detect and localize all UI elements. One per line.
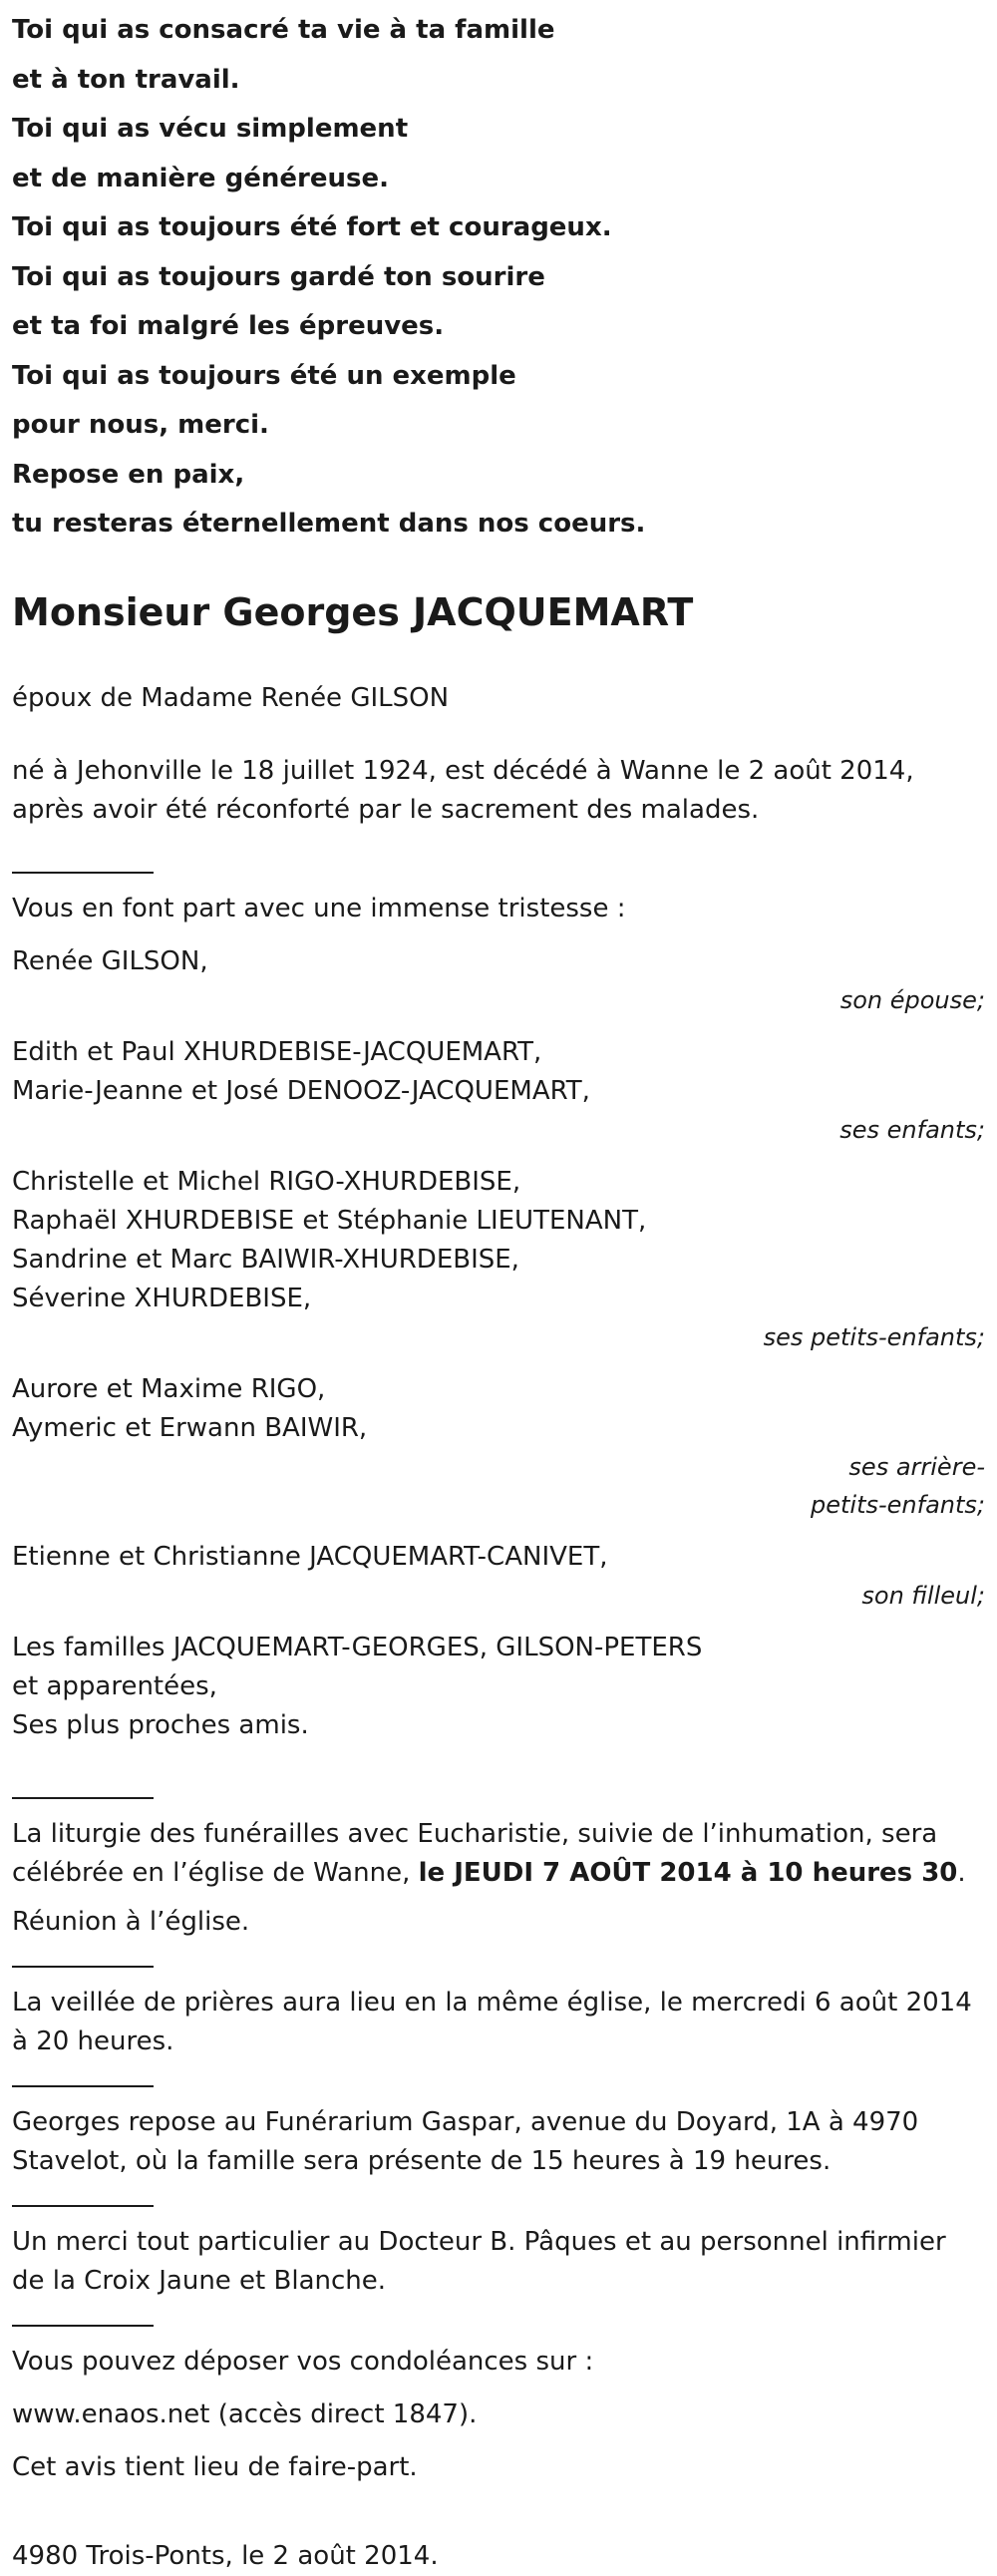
family-role: ses enfants;	[839, 1115, 985, 1144]
family-member: Renée GILSON,	[12, 945, 208, 976]
poem-line: Toi qui as toujours gardé ton sourire	[12, 261, 545, 292]
family-role: ses arrière-petits-enfants;	[811, 1452, 985, 1519]
family-group-godson	[12, 1538, 985, 1615]
poem-line: Toi qui as consacré ta vie à ta famille	[12, 15, 555, 45]
family-group-spouse	[12, 942, 985, 1019]
poem-line: Toi qui as toujours été un exemple	[12, 360, 516, 391]
poem-line: Repose en paix,	[12, 459, 245, 490]
vigil-details: La veillée de prières aura lieu en la même église, le mercredi 6 août 2014 à 20 heures.	[12, 1987, 972, 2056]
poem-line: Toi qui as toujours été fort et courageux.	[12, 212, 612, 242]
funeral-details	[12, 1815, 985, 1893]
separator-line	[12, 1797, 154, 1799]
family-member: Marie-Jeanne et José DENOOZ-JACQUEMART,	[12, 1075, 590, 1106]
poem-line: Toi qui as vécu simplement	[12, 114, 409, 144]
family-others	[12, 1629, 985, 1745]
family-group-grandchildren	[12, 1163, 985, 1356]
family-role: ses petits-enfants;	[763, 1322, 985, 1351]
separator-line	[12, 2085, 154, 2087]
thanks-message: Un merci tout particulier au Docteur B. Pâques et au personnel infirmier de la Croix Jaune et Blanche.	[12, 2226, 946, 2296]
family-member: Aurore et Maxime RIGO,	[12, 1373, 326, 1404]
place-date: 4980 Trois-Ponts, le 2 août 2014.	[12, 2540, 439, 2571]
poem-line: et ta foi malgré les épreuves.	[12, 311, 445, 341]
family-role: son épouse;	[839, 985, 985, 1014]
family-member: Sandrine et Marc BAIWIR-XHURDEBISE,	[12, 1244, 519, 1275]
family-member: Raphaël XHURDEBISE et Stéphanie LIEUTENANT,	[12, 1205, 647, 1236]
family-member: Aymeric et Erwann BAIWIR,	[12, 1412, 368, 1443]
funerarium-details: Georges repose au Funérarium Gaspar, avenue du Doyard, 1A à 4970 Stavelot, où la famille sera présente de 15 heures à 19 heures.	[12, 2106, 919, 2176]
deceased-name: Monsieur Georges JACQUEMART	[12, 589, 694, 634]
separator-line	[12, 872, 154, 874]
separator-line	[12, 2325, 154, 2327]
poem-line: et à ton travail.	[12, 64, 240, 95]
poem	[12, 0, 985, 550]
poem-line: et de manière généreuse.	[12, 163, 389, 193]
funeral-date: le JEUDI 7 AOÛT 2014 à 10 heures 30	[418, 1857, 958, 1888]
family-group-children	[12, 1033, 985, 1149]
condolences-intro: Vous pouvez déposer vos condoléances sur :	[12, 2346, 594, 2377]
meeting-place: Réunion à l’église.	[12, 1906, 250, 1937]
family-member: Les familles JACQUEMART-GEORGES, GILSON-PETERS	[12, 1632, 703, 1662]
funeral-text-end: .	[957, 1857, 966, 1888]
family-role: son filleul;	[861, 1581, 985, 1610]
family-member: et apparentées,	[12, 1670, 217, 1701]
separator-line	[12, 1966, 154, 1968]
family-member: Séverine XHURDEBISE,	[12, 1283, 312, 1313]
family-member: Edith et Paul XHURDEBISE-JACQUEMART,	[12, 1036, 542, 1067]
family-intro: Vous en font part avec une immense tristesse :	[12, 893, 626, 923]
spouse-line: époux de Madame Renée GILSON	[12, 682, 450, 713]
family-group-great-grandchildren	[12, 1370, 985, 1524]
notice-statement: Cet avis tient lieu de faire-part.	[12, 2451, 418, 2482]
birth-death-statement: né à Jehonville le 18 juillet 1924, est décédé à Wanne le 2 août 2014, après avoir été réconforté par le sacrement des malades.	[12, 755, 914, 825]
family-member: Ses plus proches amis.	[12, 1709, 309, 1740]
condolences-website: www.enaos.net (accès direct 1847).	[12, 2398, 478, 2429]
separator-line	[12, 2205, 154, 2207]
poem-line: pour nous, merci.	[12, 410, 269, 440]
family-member: Christelle et Michel RIGO-XHURDEBISE,	[12, 1166, 521, 1197]
family-member: Etienne et Christianne JACQUEMART-CANIVET,	[12, 1541, 608, 1572]
funeral-text: La liturgie des funérailles avec Eucharistie, suivie de l’inhumation, sera célébrée en l’église de Wanne,	[12, 1818, 938, 1888]
obituary-notice	[12, 0, 985, 2576]
poem-line: tu resteras éternellement dans nos coeurs.	[12, 509, 646, 539]
